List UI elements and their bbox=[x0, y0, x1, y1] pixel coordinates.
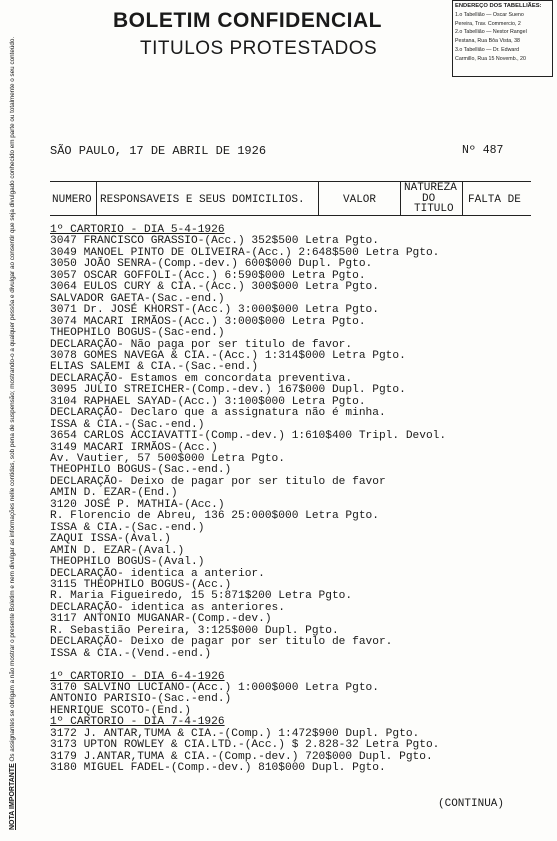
list-item: 3095 JULIO STREICHER-(Comp.-dev.) 167$000 Dupl. Pgto. bbox=[50, 384, 406, 397]
list-item: ISSA & CIA.-(Sac.-end.) bbox=[50, 418, 205, 431]
col-natureza-do: DO bbox=[422, 193, 436, 205]
address-line: 2.o Tabellião — Nestor Rangel bbox=[455, 29, 527, 36]
list-item: 3180 MIGUEL FADEL-(Comp.-dev.) 810$000 Dupl. Pgto. bbox=[50, 762, 386, 775]
list-item: AMIN D. EZAR-(Aval.) bbox=[50, 544, 185, 557]
sidebar-notice bbox=[0, 36, 22, 830]
list-item: DECLARAÇÃO- identica a anterior. bbox=[50, 567, 265, 580]
list-item: THEOPHILO BOGUS-(Sac.-end.) bbox=[50, 464, 232, 477]
bulletin-number: Nº 487 bbox=[462, 144, 504, 157]
section-heading: 1º CARTORIO - DIA 6-4-1926 bbox=[50, 670, 225, 683]
address-line: 3.o Tabellião — Dr. Edward bbox=[455, 46, 520, 53]
address-line: Pestana, Rua Bôa Vista, 38 bbox=[455, 38, 520, 45]
list-item: 3654 CARLOS ACCIAVATTI-(Comp.-dev.) 1:610$400 Tripl. Devol. bbox=[50, 430, 447, 443]
list-item: THEOPHILO BOGUS-(Sac-end.) bbox=[50, 327, 225, 340]
address-heading: ENDEREÇO DOS TABELLIÃES: bbox=[455, 3, 542, 9]
col-falta: FALTA DE bbox=[468, 194, 521, 206]
list-item: 3049 MANOEL PINTO DE OLIVEIRA-(Acc.) 2:648$500 Letra Pgto. bbox=[50, 246, 440, 259]
page-subtitle: TITULOS PROTESTADOS bbox=[140, 38, 378, 59]
section-heading: 1º CARTORIO - DIA 5-4-1926 bbox=[50, 224, 225, 236]
list-item: 3057 OSCAR GOFFOLI-(Acc.) 6:590$000 Letra Pgto. bbox=[50, 269, 366, 282]
list-item: ISSA & CIA.-(Sac.-end.) bbox=[50, 521, 205, 534]
list-item: 3179 J.ANTAR,TUMA & CIA.-(Comp.-dev.) 720$000 Dupl. Pgto. bbox=[50, 750, 433, 763]
important-label: NOTA IMPORTANTE bbox=[9, 763, 16, 830]
list-item: 3149 MACARI IRMÃOS-(Acc.) bbox=[50, 441, 218, 454]
list-item: DECLARAÇÃO- Estamos em concordata preventiva. bbox=[50, 372, 353, 385]
list-item: Av. Vautier, 57 500$000 Letra Pgto. bbox=[50, 453, 285, 465]
list-item: R. Sebastião Pereira, 3:125$000 Dupl. Pgto. bbox=[50, 624, 339, 637]
list-item: R. Florencio de Abreu, 136 25:000$000 Letra Pgto. bbox=[50, 510, 379, 523]
list-item: HENRIQUE SCOTO-(End.) bbox=[50, 704, 191, 717]
list-item: 3172 J. ANTAR,TUMA & CIA.-(Comp.) 1:472$900 Dupl. Pgto. bbox=[50, 727, 420, 740]
list-item: 3074 MACARI IRMÃOS-(Acc.) 3:000$000 Letra Pgto. bbox=[50, 315, 366, 328]
list-item: ISSA & CIA.-(Vend.-end.) bbox=[50, 647, 212, 660]
list-item: 3120 JOSÉ P. MATHIA-(Acc.) bbox=[50, 498, 225, 511]
col-numero: NUMERO bbox=[52, 194, 92, 206]
list-item: 3064 EULOS CURY & CIA.-(Acc.) 300$000 Letra Pgto. bbox=[50, 281, 379, 294]
address-line: Carmillo, Rua 15 Novemb., 20 bbox=[455, 55, 526, 62]
list-item: AMIN D. EZAR-(End.) bbox=[50, 487, 178, 500]
list-item: ANTONIO PARISIO-(Sac.-end.) bbox=[50, 693, 232, 706]
list-item: 3047 FRANCISCO GRASSIO-(Acc.) 352$500 Letra Pgto. bbox=[50, 235, 379, 248]
page-title: BOLETIM CONFIDENCIAL bbox=[113, 9, 382, 32]
address-box bbox=[452, 0, 553, 77]
list-item: THEOPHILO BOGUS-(Aval.) bbox=[50, 556, 205, 569]
list-item: 3071 Dr. JOSÉ KHORST-(Acc.) 3:000$000 Letra Pgto. bbox=[50, 304, 379, 317]
col-valor: VALOR bbox=[343, 194, 377, 206]
list-item: ELIAS SALEMI & CIA.-(Sac.-end.) bbox=[50, 361, 259, 374]
list-item: DECLARAÇÃO- Deixo de pagar por ser titulo de favor bbox=[50, 475, 386, 488]
list-item: 3104 RAPHAEL SAYAD-(Acc.) 3:100$000 Letra Pgto. bbox=[50, 395, 366, 408]
list-item: R. Maria Figueiredo, 15 5:871$200 Letra Pgto. bbox=[50, 590, 353, 603]
list-item: DECLARAÇÃO- Não paga por ser titulo de favor. bbox=[50, 338, 353, 351]
table-header bbox=[50, 181, 531, 216]
list-item: 3117 ANTONIO MUGANAR-(Comp.-dev.) bbox=[50, 613, 272, 626]
address-line: Pereira, Trav. Commercio, 2 bbox=[455, 20, 521, 27]
list-item: 3115 THEOPHILO BOGUS-(Acc.) bbox=[50, 578, 232, 591]
col-responsaveis: RESPONSAVEIS E SEUS DOMICILIOS. bbox=[100, 194, 305, 206]
list-item: DECLARAÇÃO- identica as anteriores. bbox=[50, 601, 285, 614]
list-item: 3050 JOÃO SENRA-(Comp.-dev.) 600$000 Dupl. Pgto. bbox=[50, 258, 373, 271]
list-item: DECLARAÇÃO- Declaro que a assignatura não é minha. bbox=[50, 407, 386, 420]
continua-label: (CONTINUA) bbox=[438, 798, 505, 810]
col-natureza: NATUREZA bbox=[404, 182, 457, 194]
list-item: 3078 GOMES NAVEGA & CIA.-(Acc.) 1:314$000 Letra Pgto. bbox=[50, 349, 406, 362]
col-natureza-titulo: TITULO bbox=[414, 203, 454, 215]
list-item: DECLARAÇÃO- Deixo de pagar por ser titulo de favor. bbox=[50, 636, 393, 649]
list-item: 3173 UPTON ROWLEY & CIA.LTD.-(Acc.) $ 2.828-32 Letra Pgto. bbox=[50, 739, 440, 752]
city-date: SÃO PAULO, 17 DE ABRIL DE 1926 bbox=[50, 144, 267, 158]
sidebar-text: Os assignantes se obrigam a não mostrar o presente Boletim e nem divulgar as informações nelle contidas, sob pena de suspensão; mostrando-o a qualquer pessôa e divulgar ao consentir que seja divulgado conhecido em parte ou totalmente o seu conteúdo. bbox=[9, 36, 16, 762]
list-item: SALVADOR GAETA-(Sac.-end.) bbox=[50, 292, 225, 305]
list-item: 3170 SALVINO LUCIANO-(Acc.) 1:000$000 Letra Pgto. bbox=[50, 682, 379, 694]
address-line: 1.o Tabellião — Oscar Sueno bbox=[455, 11, 524, 18]
section-heading: 1º CARTORIO - DIA 7-4-1926 bbox=[50, 716, 225, 729]
list-item: ZAQUI ISSA-(Aval.) bbox=[50, 533, 171, 546]
